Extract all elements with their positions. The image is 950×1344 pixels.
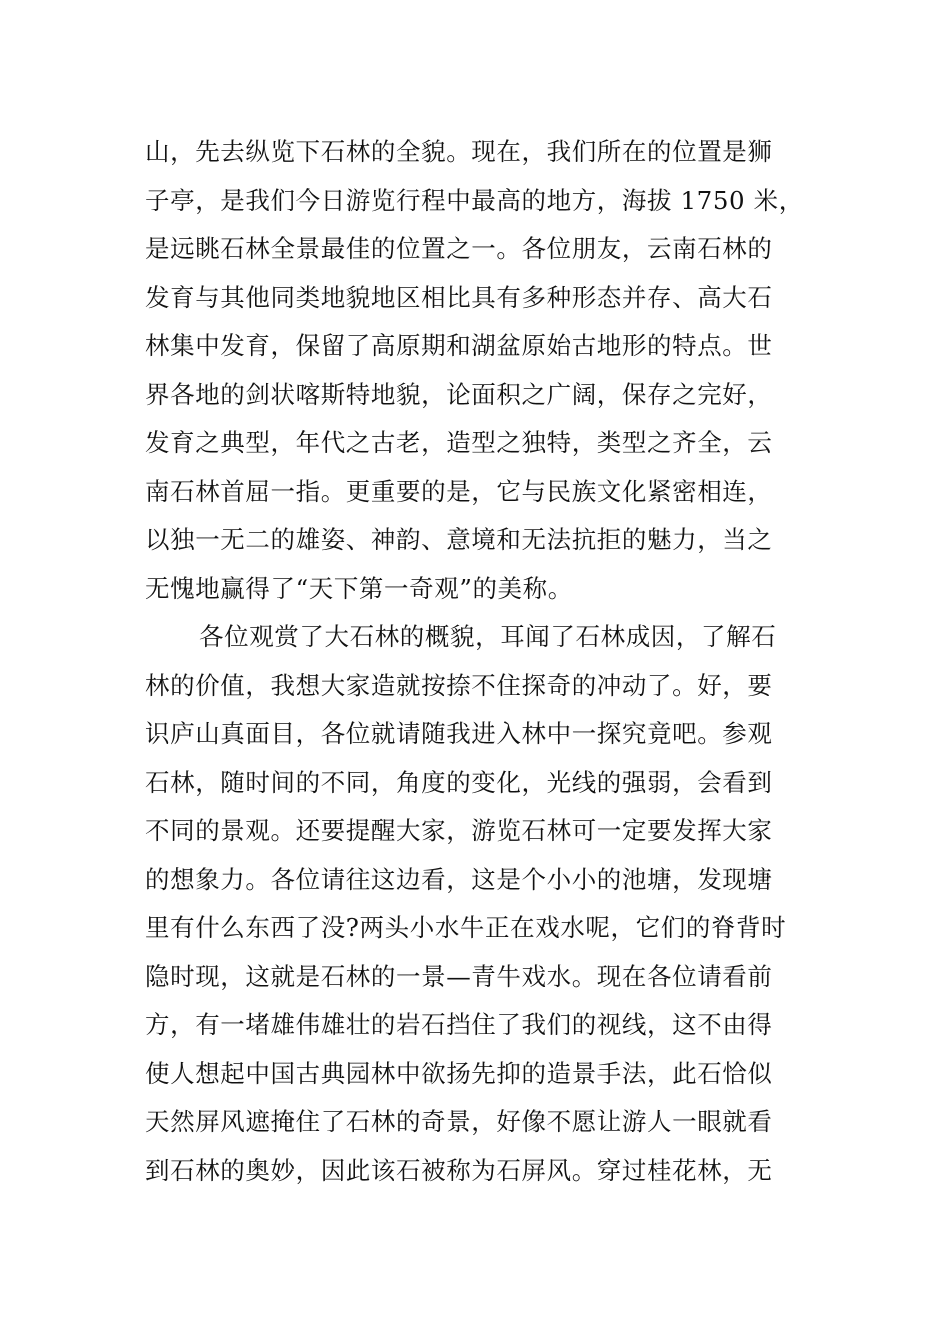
text-line: 到石林的奥妙，因此该石被称为石屏风。穿过桂花林，无: [145, 1155, 773, 1185]
text-line: 里有什么东西了没?两头小水牛正在戏水呢，它们的脊背时: [145, 913, 787, 942]
text-line: 林的价值，我想大家造就按捺不住探奇的冲动了。好，要: [145, 670, 773, 700]
text-line: 方，有一堵雄伟雄壮的岩石挡住了我们的视线，这不由得: [145, 1010, 773, 1039]
text-line: 是远眺石林全景最佳的位置之一。各位朋友，云南石林的: [145, 234, 773, 263]
text-line: 不同的景观。还要提醒大家，游览石林可一定要发挥大家: [145, 816, 773, 845]
text-line: 发育与其他同类地貌地区相比具有多种形态并存、高大石: [145, 282, 773, 312]
text-line: 界各地的剑状喀斯特地貌，论面积之广阔，保存之完好，: [145, 379, 773, 409]
text-line: 识庐山真面目，各位就请随我进入林中一探究竟吧。参观: [145, 719, 773, 748]
text-line: 隐时现，这就是石林的一景—青牛戏水。现在各位请看前: [145, 961, 773, 991]
body-text: [145, 128, 807, 1195]
text-line: 天然屏风遮掩住了石林的奇景，好像不愿让游人一眼就看: [145, 1107, 773, 1136]
text-line: 石林，随时间的不同，角度的变化，光线的强弱，会看到: [145, 767, 773, 797]
paragraph-first-line: 各位观赏了大石林的概貌，耳闻了石林成因，了解石: [199, 622, 777, 651]
text-line: 无愧地赢得了“天下第一奇观”的美称。: [145, 573, 573, 603]
text-line: 山，先去纵览下石林的全貌。现在，我们所在的位置是狮: [145, 137, 773, 166]
text-line: 的想象力。各位请往这边看，这是个小小的池塘，发现塘: [145, 864, 773, 894]
text-line: 南石林首屈一指。更重要的是，它与民族文化紧密相连，: [145, 476, 773, 506]
text-line: 以独一无二的雄姿、神韵、意境和无法抗拒的魅力，当之: [145, 525, 773, 554]
text-line: 发育之典型，年代之古老，造型之独特，类型之齐全，云: [145, 428, 773, 457]
text-line: 使人想起中国古典园林中欲扬先抑的造景手法，此石恰似: [145, 1058, 773, 1088]
text-line: 林集中发育，保留了高原期和湖盆原始古地形的特点。世: [145, 331, 773, 360]
text-line: 子亭，是我们今日游览行程中最高的地方，海拔 1750 米，: [145, 185, 804, 215]
